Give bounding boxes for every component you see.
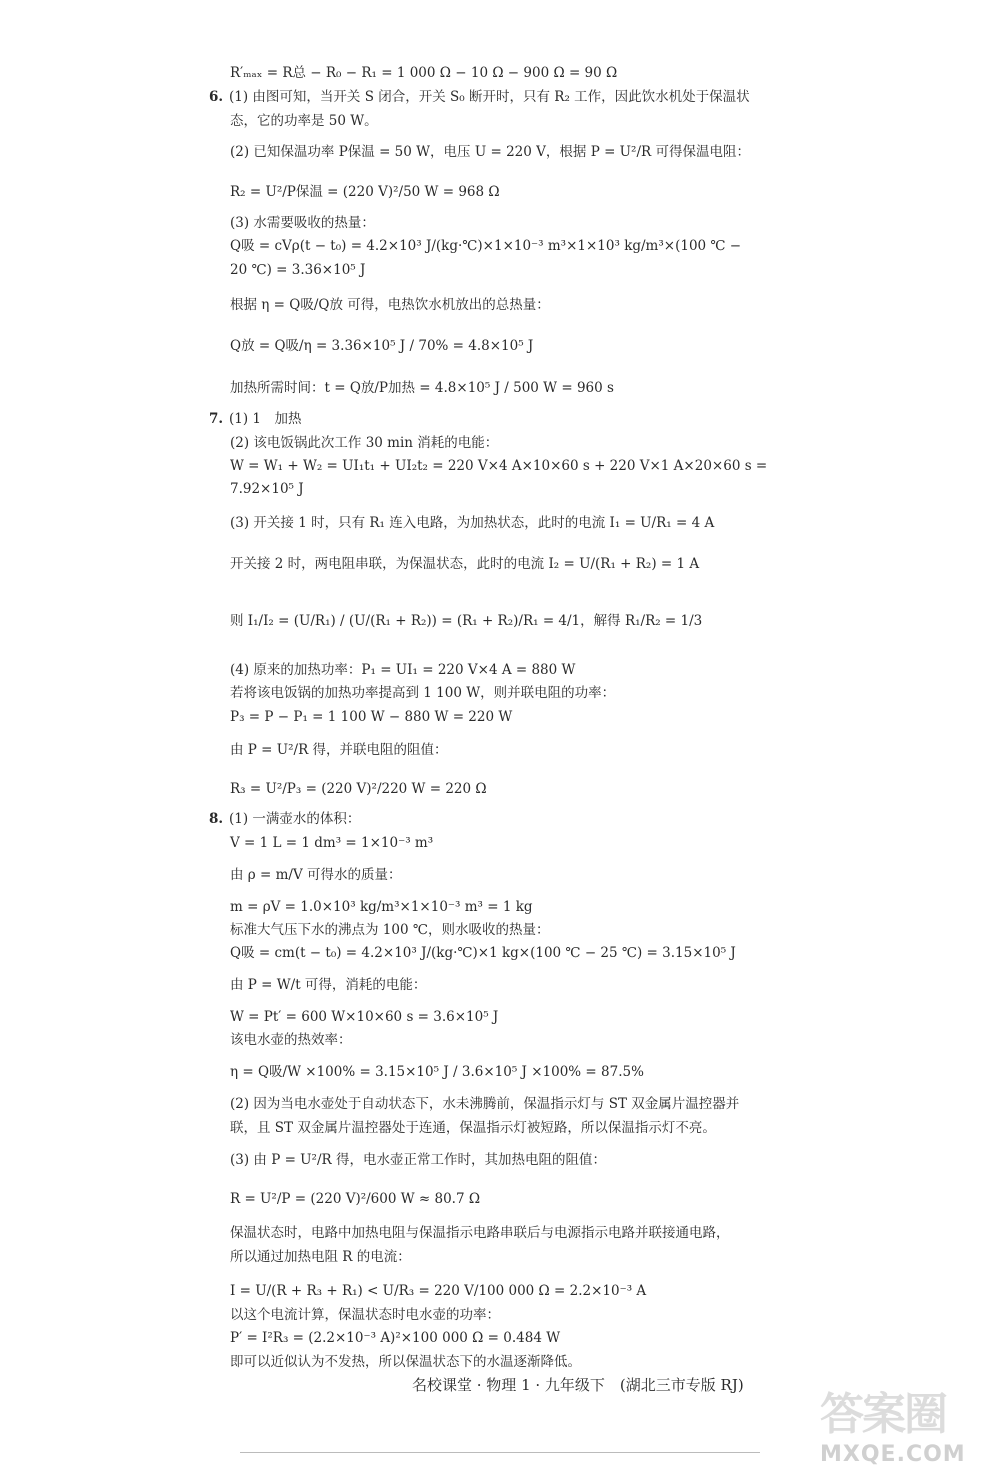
footer-rule bbox=[240, 1452, 760, 1453]
text-line: η = Q吸/W ×100% = 3.15×10⁵ J / 3.6×10⁵ J ×100% = 87.5% bbox=[230, 1064, 644, 1080]
text-line: W = Pt′ = 600 W×10×60 s = 3.6×10⁵ J bbox=[230, 1009, 499, 1025]
text-line: (1) 由图可知，当开关 S 闭合，开关 S₀ 断开时，只有 R₂ 工作，因此饮水机处于保温状 bbox=[229, 89, 750, 105]
text-line: 20 ℃) = 3.36×10⁵ J bbox=[230, 262, 366, 278]
text-line: (3) 由 P = U²/R 得，电水壶正常工作时，其加热电阻的阻值： bbox=[230, 1152, 606, 1168]
text-line: R₂ = U²/P保温 = (220 V)²/50 W = 968 Ω bbox=[230, 184, 500, 200]
text-line: 态，它的功率是 50 W。 bbox=[230, 113, 378, 129]
text-line: R′ₘₐₓ = R总 − R₀ − R₁ = 1 000 Ω − 10 Ω − 900 Ω = 90 Ω bbox=[230, 65, 618, 81]
text-line: 所以通过加热电阻 R 的电流： bbox=[230, 1249, 411, 1265]
text-line: 由 ρ = m/V 可得水的质量： bbox=[230, 867, 402, 883]
text-line: (1) 1 加热 bbox=[229, 411, 302, 427]
text-line: 根据 η = Q吸/Q放 可得，电热饮水机放出的总热量： bbox=[230, 297, 550, 313]
question-number: 6. bbox=[209, 89, 224, 105]
watermark-url: MXQE.COM bbox=[820, 1442, 966, 1467]
text-line: 保温状态时，电路中加热电阻与保温指示电路串联后与电源指示电路并联接通电路， bbox=[230, 1225, 730, 1241]
text-line: 该电水壶的热效率： bbox=[230, 1032, 352, 1048]
text-line: R = U²/P = (220 V)²/600 W ≈ 80.7 Ω bbox=[230, 1191, 481, 1207]
text-line: 标准大气压下水的沸点为 100 ℃，则水吸收的热量： bbox=[230, 922, 550, 938]
text-line: (2) 该电饭锅此次工作 30 min 消耗的电能： bbox=[230, 435, 499, 451]
text-line: R₃ = U²/P₃ = (220 V)²/220 W = 220 Ω bbox=[230, 781, 487, 797]
text-line: I = U/(R + R₃ + R₁) < U/R₃ = 220 V/100 000 Ω = 2.2×10⁻³ A bbox=[230, 1283, 647, 1299]
text-line: 开关接 2 时，两电阻串联，为保温状态，此时的电流 I₂ = U/(R₁ + R₂) = 1 A bbox=[230, 556, 700, 572]
text-line: 由 P = W/t 可得，消耗的电能： bbox=[230, 977, 427, 993]
text-line: 即可以近似认为不发热，所以保温状态下的水温逐渐降低。 bbox=[230, 1354, 581, 1370]
text-line: (2) 已知保温功率 P保温 = 50 W，电压 U = 220 V，根据 P = U²/R 可得保温电阻： bbox=[230, 144, 750, 160]
text-line: 7.92×10⁵ J bbox=[230, 481, 304, 497]
text-line: V = 1 L = 1 dm³ = 1×10⁻³ m³ bbox=[230, 835, 434, 851]
text-line: 则 I₁/I₂ = (U/R₁) / (U/(R₁ + R₂)) = (R₁ + R₂)/R₁ = 4/1，解得 R₁/R₂ = 1/3 bbox=[230, 613, 703, 629]
question-number: 7. bbox=[209, 411, 224, 427]
text-line: W = W₁ + W₂ = UI₁t₁ + UI₂t₂ = 220 V×4 A×10×60 s + 220 V×1 A×20×60 s = bbox=[230, 458, 768, 474]
text-line: 若将该电饭锅的加热功率提高到 1 100 W，则并联电阻的功率： bbox=[230, 685, 616, 701]
text-line: (1) 一满壶水的体积： bbox=[229, 811, 361, 827]
text-line: (3) 水需要吸收的热量： bbox=[230, 215, 375, 231]
text-line: P₃ = P − P₁ = 1 100 W − 880 W = 220 W bbox=[230, 709, 513, 725]
text-line: (2) 因为当电水壶处于自动状态下，水未沸腾前，保温指示灯与 ST 双金属片温控器并 bbox=[230, 1096, 740, 1112]
text-line: 加热所需时间：t = Q放/P加热 = 4.8×10⁵ J / 500 W = 960 s bbox=[230, 380, 614, 396]
text-line: (4) 原来的加热功率：P₁ = UI₁ = 220 V×4 A = 880 W bbox=[230, 662, 576, 678]
text-line: (3) 开关接 1 时，只有 R₁ 连入电路，为加热状态，此时的电流 I₁ = U/R₁ = 4 A bbox=[230, 515, 715, 531]
watermark bbox=[812, 1378, 987, 1468]
page-footer: 名校课堂 · 物理 1 · 九年级下 (湖北三市专版 RJ) bbox=[412, 1376, 744, 1394]
text-line: m = ρV = 1.0×10³ kg/m³×1×10⁻³ m³ = 1 kg bbox=[230, 899, 533, 915]
watermark-logo: 答案圈 bbox=[820, 1389, 946, 1440]
text-line: Q放 = Q吸/η = 3.36×10⁵ J / 70% = 4.8×10⁵ J bbox=[230, 338, 534, 354]
text-line: Q吸 = cm(t − t₀) = 4.2×10³ J/(kg·℃)×1 kg×(100 ℃ − 25 ℃) = 3.15×10⁵ J bbox=[230, 945, 736, 961]
text-line: 由 P = U²/R 得，并联电阻的阻值： bbox=[230, 742, 448, 758]
text-line: P′ = I²R₃ = (2.2×10⁻³ A)²×100 000 Ω = 0.484 W bbox=[230, 1330, 561, 1346]
text-line: 以这个电流计算，保温状态时电水壶的功率： bbox=[230, 1307, 500, 1323]
question-number: 8. bbox=[209, 811, 224, 827]
text-line: 联，且 ST 双金属片温控器处于连通，保温指示灯被短路，所以保温指示灯不亮。 bbox=[230, 1120, 716, 1136]
text-line: Q吸 = cVρ(t − t₀) = 4.2×10³ J/(kg·℃)×1×10⁻³ m³×1×10³ kg/m³×(100 ℃ − bbox=[230, 238, 742, 254]
